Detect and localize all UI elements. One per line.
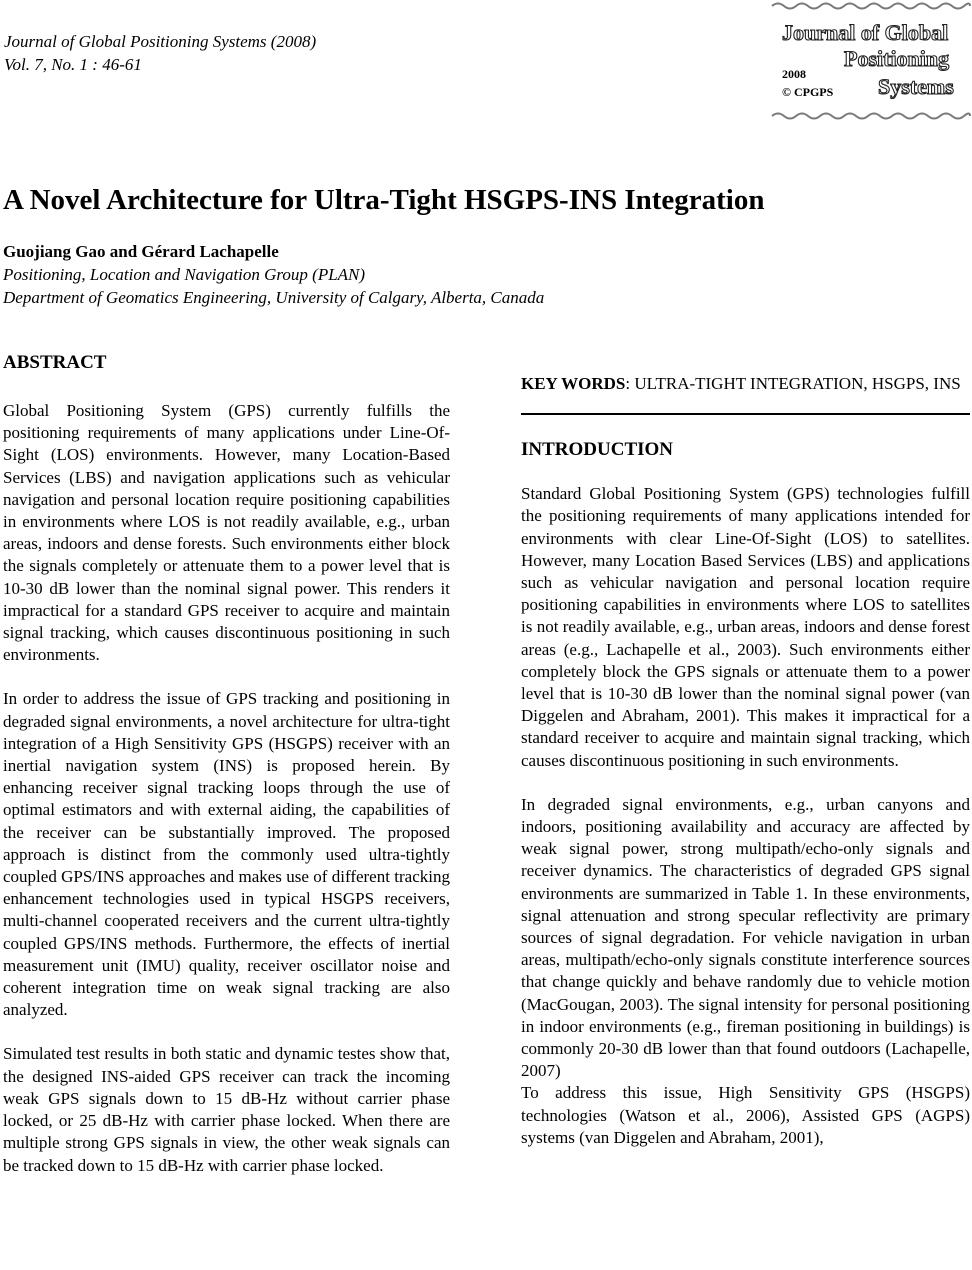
journal-volume: Vol. 7, No. 1 : 46-61 [4,55,142,74]
introduction-paragraph-2: In degraded signal environments, e.g., urban canyons and indoors, positioning availability and accuracy are affected by weak signal power, strong multipath/echo-only signals and receiver dynamics. The characteristics of degraded GPS signal environments are summarized in Table 1. In these environments, signal attenuation and strong specular reflectivity are primary sources of signal degradation. For vehicle navigation in urban areas, multipath/echo-only signals constitute interference sources that change quickly and behave randomly due to vehicle motion (MacGougan, 2003). The signal intensity for personal positioning in indoor environments (e.g., fireman positioning in buildings) is commonly 20-30 dB lower than that found outdoors (Lachapelle, 2007) [521,794,970,1081]
introduction-heading: INTRODUCTION [521,439,674,461]
paper-title: A Novel Architecture for Ultra-Tight HSGPS-INS Integration [3,184,765,216]
right-column [521,373,970,1149]
abstract-paragraph-2: In order to address the issue of GPS tracking and positioning in degraded signal environments, a novel architecture for ultra-tight integration of a High Sensitivity GPS (HSGPS) receiver with an inertial navigation system (INS) is proposed herein. By enhancing receiver signal tracking loops through the use of optimal estimators and with external aiding, the capabilities of the receiver can be substantially improved. The proposed approach is distinct from the commonly used ultra-tightly coupled GPS/INS approaches and makes use of different tracking enhancement technologies used in typical HSGPS receivers, multi-channel cooperated receivers and the current ultra-tightly coupled GPS/INS methods. Furthermore, the effects of inertial measurement unit (IMU) quality, receiver oscillator noise and coherent integration time on weak signal tracking are also analyzed. [3,689,450,1020]
logo-text-systems: Systems [878,74,954,99]
keywords-text: : ULTRA-TIGHT INTEGRATION, HSGPS, INS [625,374,961,393]
abstract-paragraph-1: Global Positioning System (GPS) currently fulfills the positioning requirements of many applications under Line-Of-Sight (LOS) environments. However, many Location-Based Services (LBS) and navigation applications such as vehicular navigation and personal location require positioning capabilities in environments where LOS is not readily available, e.g., urban areas, indoors and dense forests. Such environments either block the signals completely or attenuate them to a power level that is 10-30 dB lower than the nominal signal power. This renders it impractical for a standard GPS receiver to acquire and maintain signal tracking, which causes discontinuous positioning in such environments. [3,401,450,665]
author-block [3,240,544,309]
abstract-heading: ABSTRACT [3,352,107,373]
introduction-paragraph-3: To address this issue, High Sensitivity GPS (HSGPS) technologies (Watson et al., 2006), Assisted GPS (AGPS) systems (van Diggelen and Abraham, 2001), [521,1083,970,1147]
left-column [3,350,450,1177]
section-divider [521,413,970,415]
logo-year: 2008 [782,67,806,81]
keywords [521,373,970,395]
journal-name: Journal of Global Positioning Systems (2008) [4,32,317,51]
journal-logo [770,0,972,126]
journal-header [4,30,316,76]
logo-text-journal: Journal of Global [782,20,949,45]
keywords-label: KEY WORDS [521,374,626,393]
logo-text-positioning: Positioning [844,46,950,71]
abstract-paragraph-3: Simulated test results in both static and dynamic testes show that, the designed INS-aided GPS receiver can track the incoming weak GPS signals down to 15 dB-Hz without carrier phase locked, or 25 dB-Hz with carrier phase locked. When there are multiple strong GPS signals in view, the other weak signals can be tracked down to 15 dB-Hz with carrier phase locked. [3,1044,450,1175]
introduction-paragraph-1: Standard Global Positioning System (GPS) technologies fulfill the positioning requirements of many applications intended for environments with clear Line-Of-Sight (LOS) to satellites. However, many Location Based Services (LBS) and applications such as vehicular navigation and personal location require positioning capabilities in environments where LOS to satellites is not readily available, e.g., urban areas, indoors and dense forest areas (e.g., Lachapelle et al., 2003). Such environments either completely block the GPS signals or attenuate them to a power level that is 10-30 dB lower than the nominal signal power (van Diggelen and Abraham, 2001). This makes it impractical for a standard receiver to acquire and maintain signal tracking, which causes discontinuous positioning in such environments. [521,484,970,770]
author-names: Guojiang Gao and Gérard Lachapelle [3,242,279,261]
logo-copyright: © CPGPS [782,85,834,99]
affiliation-department: Department of Geomatics Engineering, University of Calgary, Alberta, Canada [3,288,545,307]
affiliation-group: Positioning, Location and Navigation Group (PLAN) [3,265,366,284]
